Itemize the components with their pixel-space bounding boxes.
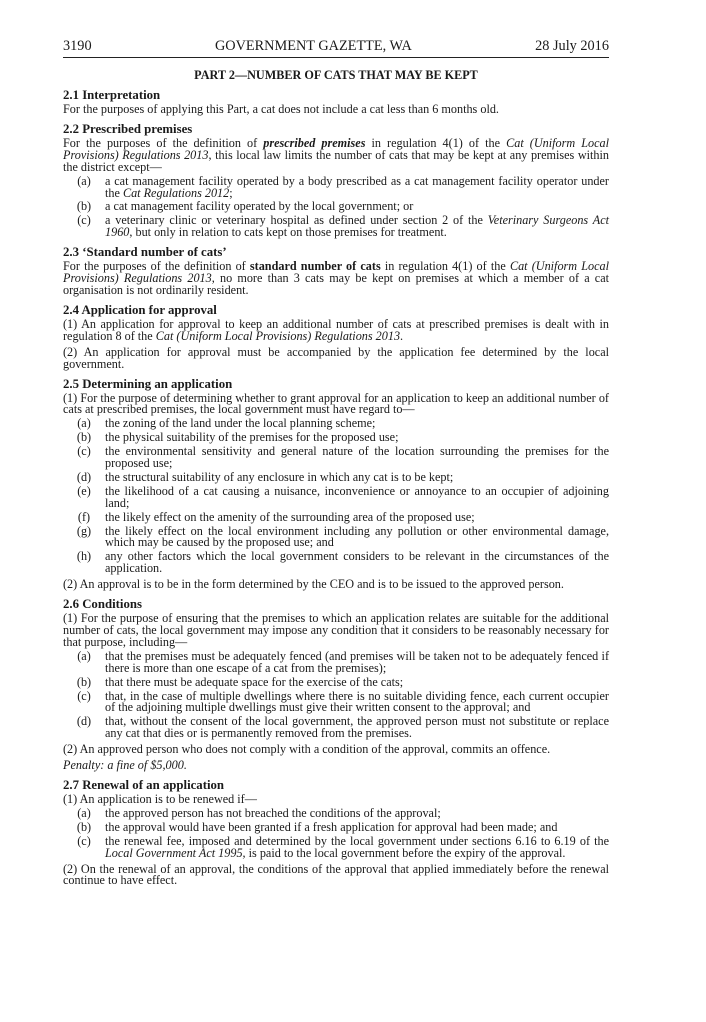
gazette-page (63, 38, 609, 887)
section-2-1 (63, 88, 609, 116)
list-item: (g) the likely effect on the local environment including any pollution or other environmental damage, which may be caused by the proposed use; and (76, 523, 609, 550)
section-heading: 2.7 Renewal of an application (63, 777, 225, 792)
list-item: (a) that the premises must be adequately fenced (and premises will be taken not to be adequately fenced if there is more than one escape of a cat from the premises); (77, 648, 609, 675)
list-item: (c) that, in the case of multiple dwellings where there is no suitable dividing fence, each current occupier of the adjoining multiple dwellings must give their written consent to the approval; and (77, 688, 609, 715)
subsection-1: (1) For the purpose of ensuring that the premises to which an application relates are suitable for the additional number of cats, the local government may impose any condition that it considers to be reasonably necessary for that purpose, including— (63, 611, 609, 649)
considerations-list (63, 418, 609, 575)
part-title: PART 2—NUMBER OF CATS THAT MAY BE KEPT (194, 68, 478, 82)
subsection-1: (1) An application is to be renewed if— (63, 791, 257, 806)
section-2-5 (63, 377, 609, 592)
section-2-4 (63, 303, 609, 371)
subsection-2: (2) An approval is to be in the form determined by the CEO and is to be issued to the approved person. (63, 577, 564, 592)
penalty: Penalty: a fine of $5,000. (63, 758, 187, 773)
subsection-1: (1) For the purpose of determining whether to grant approval for an application to keep an additional number of cats at prescribed premises, the local government must have regard to— (63, 390, 609, 417)
section-heading: 2.1 Interpretation (63, 88, 161, 102)
renewal-conditions-list (63, 805, 609, 860)
section-heading: 2.6 Conditions (63, 597, 142, 612)
publication-date: 28 July 2016 (535, 38, 609, 54)
list-item: (c) the environmental sensitivity and general nature of the location surrounding the premises for the proposed use; (77, 444, 609, 471)
publication-title: GOVERNMENT GAZETTE, WA (214, 38, 412, 54)
exceptions-list (63, 173, 610, 240)
list-item: (d) that, without the consent of the local government, the approved person must not substitute or replace any cat that dies or is permanently removed from the premises. (76, 714, 609, 741)
section-heading: 2.3 ‘Standard number of cats’ (63, 245, 227, 260)
list-item: (b) that there must be adequate space for the exercise of the cats; (76, 674, 404, 689)
section-heading: 2.4 Application for approval (63, 302, 217, 317)
conditions-list (63, 648, 609, 741)
list-item: (b) the approval would have been granted if a fresh application for approval had been made; and (76, 819, 558, 834)
subsection-2: (2) An approved person who does not comply with a condition of the approval, commits an offence. (63, 742, 551, 757)
list-item: (a) a cat management facility operated by a body prescribed as a cat management facility operator under the Cat Regulations 2012; (77, 173, 609, 200)
list-item: (b) the physical suitability of the premises for the proposed use; (76, 430, 399, 445)
section-heading: 2.5 Determining an application (63, 376, 233, 391)
subsection-1: (1) An application for approval to keep an additional number of cats at prescribed premises is dealt with in regulation 8 of the Cat (Uniform Local Provisions) Regulations 2013. (63, 316, 609, 343)
section-2-6 (63, 597, 609, 772)
section-2-7 (63, 778, 609, 887)
list-item: (f) the likely effect on the amenity of the surrounding area of the proposed use; (77, 509, 475, 524)
section-heading: 2.2 Prescribed premises (63, 121, 193, 136)
list-item: (a) the approved person has not breached the conditions of the approval; (77, 805, 441, 820)
page-header (63, 38, 609, 58)
section-2-3 (63, 245, 609, 297)
list-item: (b) a cat management facility operated by the local government; or (76, 199, 414, 214)
page-number: 3190 (63, 38, 92, 54)
list-item: (c) the renewal fee, imposed and determined by the local government under sections 6.16 to 6.19 of the Local Government Act 1995, is paid to the local government before the expiry of the approval. (77, 833, 609, 860)
list-item: (a) the zoning of the land under the local planning scheme; (77, 416, 376, 431)
list-item: (c) a veterinary clinic or veterinary hospital as defined under section 2 of the Veterinary Surgeons Act 1960, but only in relation to cats kept on those premises for treatment. (77, 213, 610, 240)
list-item: (e) the likelihood of a cat causing a nuisance, inconvenience or annoyance to an occupier of adjoining land; (77, 483, 609, 510)
list-item: (d) the structural suitability of any enclosure in which any cat is to be kept; (76, 469, 454, 484)
section-2-2 (63, 122, 609, 239)
subsection-2: (2) An application for approval must be accompanied by the application fee determined by the local government. (63, 344, 609, 371)
subsection-2: (2) On the renewal of an approval, the conditions of the approval that applied immediately before the renewal continue to have effect. (63, 861, 609, 888)
list-item: (h) any other factors which the local government considers to be relevant in the circumstances of the application. (76, 549, 609, 576)
section-text: For the purposes of the definition of standard number of cats in regulation 4(1) of the Cat (Uniform Local Provisions) Regulations 2013, no more than 3 cats may be kept on premises at which a member of a cat organisation is not ordinarily resident. (63, 259, 610, 297)
section-text: For the purposes of the definition of prescribed premises in regulation 4(1) of the Cat (Uniform Local Provisions) Regulations 2013, this local law limits the number of cats that may be kept at any premises within the district except— (63, 135, 609, 174)
section-text: For the purposes of applying this Part, a cat does not include a cat less than 6 months old. (63, 102, 499, 116)
